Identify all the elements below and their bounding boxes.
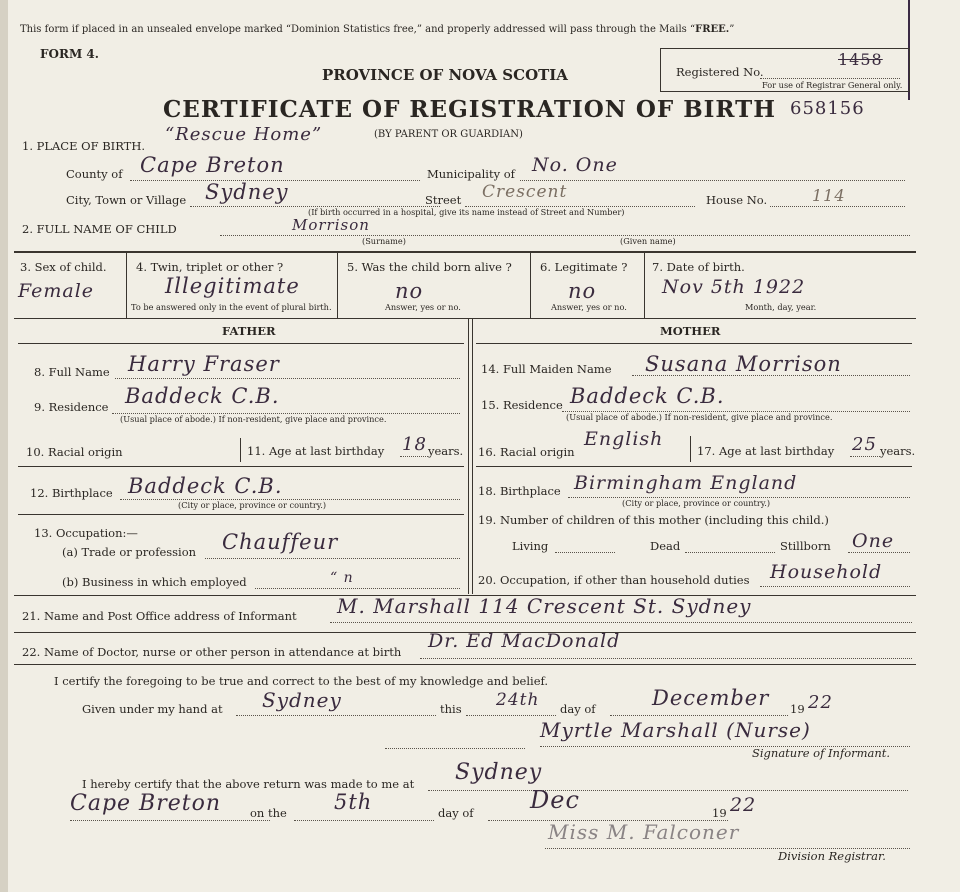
date-note: Month, day, year. — [745, 302, 817, 312]
given-caption: (Given name) — [620, 236, 676, 246]
registrar-county-line — [70, 820, 270, 821]
twin-value: Illegitimate — [165, 274, 300, 298]
mailing-notice-text: This form if placed in an unsealed envelope marked “Dominion Statistics free,” and properly addressed will pass through the Mails “ — [20, 24, 696, 35]
father-racial-sep — [240, 438, 241, 462]
informant-signature-caption: Signature of Informant. — [752, 746, 891, 760]
center-divider-b — [472, 319, 473, 594]
legitimate-value: no — [568, 279, 597, 303]
this-value: 24th — [496, 690, 540, 710]
father-racial-rule — [18, 466, 464, 467]
registrar-county: Cape Breton — [70, 791, 222, 816]
mother-racial-rule — [476, 466, 912, 467]
mother-maiden-value: Susana Morrison — [645, 352, 842, 376]
mother-racial-sep — [690, 436, 691, 462]
registrar-signature: Miss M. Falconer — [548, 820, 740, 844]
registered-label: Registered No. — [676, 65, 764, 79]
paper-edge — [0, 0, 8, 892]
mother-birthplace-value: Birmingham England — [574, 472, 798, 494]
mother-residence-value: Baddeck C.B. — [570, 384, 725, 408]
registrar-day-line — [294, 820, 434, 821]
informant-line — [330, 622, 912, 623]
row-rule-bottom — [14, 318, 916, 319]
registrar-year-prefix: 19 — [712, 806, 727, 820]
day-of-label: day of — [560, 702, 596, 716]
date-label: 7. Date of birth. — [652, 260, 745, 274]
mother-age-line — [850, 456, 880, 457]
father-residence-value: Baddeck C.B. — [125, 384, 280, 408]
father-name-value: Harry Fraser — [128, 352, 280, 376]
father-trade-line — [205, 558, 460, 559]
father-birthplace-value: Baddeck C.B. — [128, 474, 283, 498]
father-age-label: 11. Age at last birthday — [247, 444, 385, 458]
father-heading: FATHER — [222, 324, 276, 338]
given-place: Sydney — [262, 688, 342, 712]
given-line — [236, 715, 436, 716]
registrar-caption: Division Registrar. — [778, 849, 886, 863]
mother-stillborn-line — [848, 552, 910, 553]
mother-stillborn-label: Stillborn — [780, 539, 831, 553]
mother-maiden-label: 14. Full Maiden Name — [481, 362, 612, 376]
informant-signature: Myrtle Marshall (Nurse) — [540, 718, 811, 742]
father-name-line — [115, 378, 460, 379]
province-title: PROVINCE OF NOVA SCOTIA — [322, 66, 568, 84]
mother-residence-note: (Usual place of abode.) If non-resident, give place and province. — [566, 412, 833, 422]
mother-racial-label: 16. Racial origin — [478, 445, 575, 459]
child-surname: Morrison — [292, 216, 370, 234]
father-business-line — [255, 588, 460, 589]
mother-dead-label: Dead — [650, 539, 681, 553]
registered-line — [760, 78, 900, 79]
registered-number: 1458 — [838, 50, 883, 69]
mother-age-value: 25 — [852, 434, 877, 455]
col-sep-2 — [337, 253, 338, 318]
twin-label: 4. Twin, triplet or other ? — [136, 260, 284, 274]
city-value: Sydney — [205, 180, 289, 204]
form-number: FORM 4. — [40, 47, 99, 61]
doctor-value: Dr. Ed MacDonald — [428, 630, 621, 652]
col-sep-3 — [530, 253, 531, 318]
center-divider-a — [468, 319, 469, 594]
registrar-day: 5th — [334, 790, 373, 814]
alive-value: no — [395, 279, 424, 303]
father-age-line — [400, 456, 428, 457]
house-value: 114 — [812, 186, 846, 205]
street-label: Street — [425, 193, 462, 207]
row-rule-top — [14, 251, 916, 253]
father-years: years. — [428, 444, 464, 458]
registrar-only-note: For use of Registrar General only. — [762, 80, 903, 90]
mother-stillborn-value: One — [852, 530, 895, 552]
legitimate-label: 6. Legitimate ? — [540, 260, 628, 274]
alive-note: Answer, yes or no. — [385, 302, 461, 312]
father-birthplace-rule — [18, 514, 464, 515]
mother-occupation-line — [760, 586, 910, 587]
surname-caption: (Surname) — [362, 236, 406, 246]
house-line — [770, 206, 905, 207]
mother-dead-line — [685, 552, 775, 553]
col-sep-1 — [126, 253, 127, 318]
father-occupation-label: 13. Occupation:— — [34, 526, 138, 540]
registrar-statement: I hereby certify that the above return was made to me at — [82, 777, 415, 791]
father-business-value: “ n — [330, 570, 354, 586]
twin-note: To be answered only in the event of plural birth. — [131, 302, 332, 312]
alive-label: 5. Was the child born alive ? — [347, 260, 512, 274]
mother-occupation-label: 20. Occupation, if other than household duties — [478, 573, 750, 587]
year-prefix: 19 — [790, 702, 805, 716]
sex-label: 3. Sex of child. — [20, 260, 107, 274]
father-age-value: 18 — [402, 434, 427, 455]
registrar-day-of-label: day of — [438, 806, 474, 820]
place-of-birth-value: “Rescue Home” — [165, 124, 323, 145]
child-name-label: 2. FULL NAME OF CHILD — [22, 222, 177, 236]
father-trade-label: (a) Trade or profession — [62, 545, 197, 559]
mother-living-label: Living — [512, 539, 549, 553]
month-line — [610, 715, 788, 716]
sex-value: Female — [18, 280, 95, 302]
municipality-label: Municipality of — [427, 167, 515, 181]
hospital-note: (If birth occurred in a hospital, give its name instead of Street and Number) — [308, 207, 625, 217]
cert-short-line — [385, 748, 525, 749]
mother-children-label: 19. Number of children of this mother (including this child.) — [478, 513, 829, 527]
house-label: House No. — [706, 193, 768, 207]
county-value: Cape Breton — [140, 153, 285, 177]
father-racial-label: 10. Racial origin — [26, 445, 123, 459]
doctor-rule — [14, 664, 916, 665]
informant-value: M. Marshall 114 Crescent St. Sydney — [337, 594, 752, 618]
doctor-label: 22. Name of Doctor, nurse or other person in attendance at birth — [22, 645, 402, 659]
month-value: December — [652, 686, 770, 710]
street-value: Crescent — [482, 182, 568, 202]
on-the-label: on the — [250, 806, 287, 820]
mother-racial-value: English — [584, 428, 664, 450]
place-of-birth-label: 1. PLACE OF BIRTH. — [22, 139, 146, 153]
year-value: 22 — [808, 692, 833, 713]
page-title: CERTIFICATE OF REGISTRATION OF BIRTH — [163, 96, 776, 123]
mother-birthplace-label: 18. Birthplace — [478, 484, 561, 498]
informant-label: 21. Name and Post Office address of Informant — [22, 609, 297, 623]
father-residence-label: 9. Residence — [34, 400, 109, 414]
father-trade-value: Chauffeur — [222, 530, 339, 554]
this-line — [466, 715, 556, 716]
mother-heading: MOTHER — [660, 324, 721, 338]
mailing-notice-end: ” — [729, 24, 735, 35]
mother-age-label: 17. Age at last birthday — [697, 444, 835, 458]
certify-statement: I certify the foregoing to be true and correct to the best of my knowledge and belief. — [54, 674, 549, 688]
father-residence-note: (Usual place of abode.) If non-resident, give place and province. — [120, 414, 387, 424]
registrar-place-line — [428, 790, 908, 791]
father-heading-rule — [18, 343, 464, 344]
mother-occupation-value: Household — [770, 561, 883, 583]
this-label: this — [440, 702, 462, 716]
mother-years: years. — [880, 444, 916, 458]
col-sep-4 — [644, 253, 645, 318]
mother-heading-rule — [476, 343, 912, 344]
father-name-label: 8. Full Name — [34, 365, 110, 379]
legitimate-note: Answer, yes or no. — [551, 302, 627, 312]
mother-birthplace-note: (City or place, province or country.) — [622, 498, 771, 508]
doctor-line — [420, 658, 912, 659]
father-birthplace-label: 12. Birthplace — [30, 486, 113, 500]
stamp-number: 658156 — [790, 98, 865, 119]
mother-residence-label: 15. Residence — [481, 398, 563, 412]
date-value: Nov 5th 1922 — [662, 276, 806, 298]
by-parent-caption: (BY PARENT OR GUARDIAN) — [374, 129, 523, 140]
mailing-notice — [20, 24, 734, 35]
given-label: Given under my hand at — [82, 702, 223, 716]
mother-living-line — [555, 552, 615, 553]
mailing-notice-free: FREE. — [695, 24, 730, 35]
registrar-place: Sydney — [455, 760, 543, 785]
municipality-line — [520, 180, 905, 181]
father-business-label: (b) Business in which employed — [62, 575, 247, 589]
registrar-month: Dec — [530, 786, 580, 814]
registrar-year: 22 — [730, 794, 757, 816]
child-name-line — [220, 235, 910, 236]
municipality-value: No. One — [532, 154, 618, 176]
county-label: County of — [66, 167, 123, 181]
father-birthplace-note: (City or place, province or country.) — [178, 500, 327, 510]
city-label: City, Town or Village — [66, 193, 187, 207]
